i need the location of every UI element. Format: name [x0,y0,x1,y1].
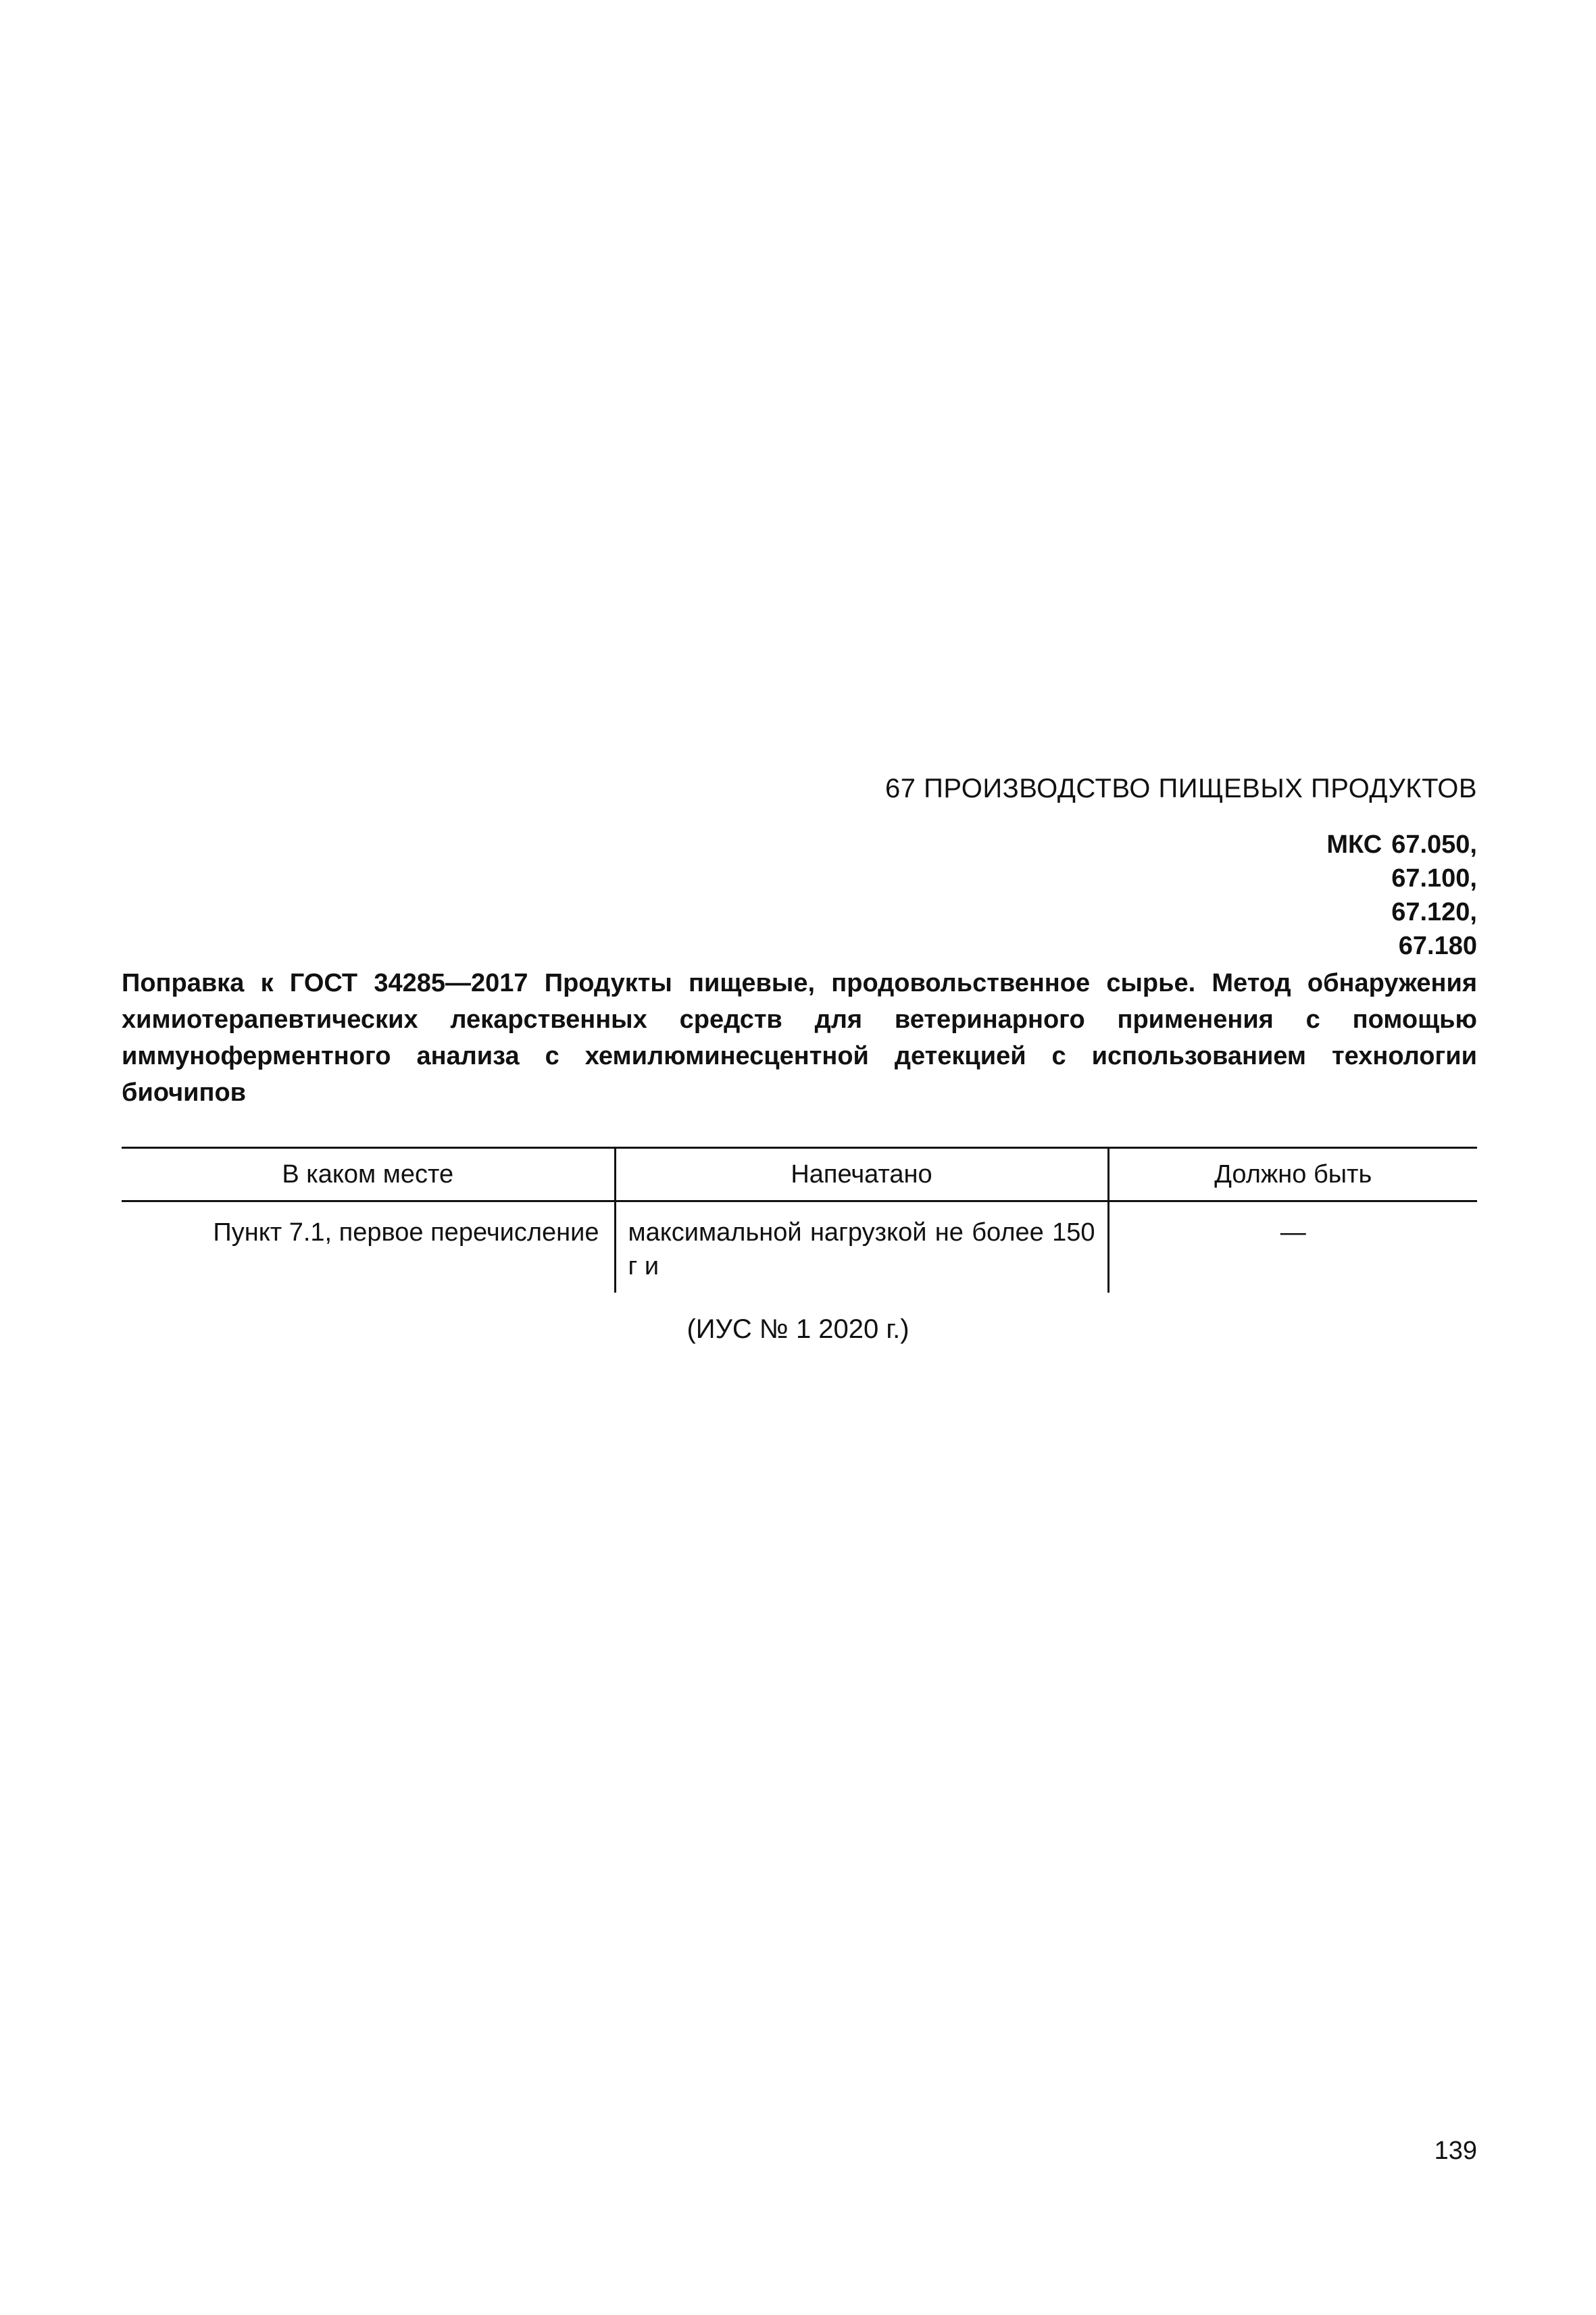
table-row [122,1201,1477,1293]
section-heading: 67 ПРОИЗВОДСТВО ПИЩЕВЫХ ПРОДУКТОВ [885,774,1477,803]
header-should-be: Должно быть [1108,1148,1477,1201]
mks-code: 67.120, [1391,898,1477,926]
mks-code: 67.180 [1398,932,1477,960]
cell-should-be: — [1108,1201,1477,1293]
table-header-row [122,1148,1477,1201]
mks-code: 67.050, [1391,830,1477,859]
page-number: 139 [1434,2137,1477,2165]
cell-place: Пункт 7.1, первое перечисление [213,1218,599,1247]
header-printed: Напечатано [615,1148,1108,1201]
header-place: В каком месте [122,1148,615,1201]
correction-table [122,1147,1477,1293]
ius-note: (ИУС № 1 2020 г.) [687,1314,909,1344]
mks-row [1326,828,1477,862]
cell-printed: максимальной нагрузкой не более 150 г и [615,1201,1108,1293]
amendment-title: Поправка к ГОСТ 34285—2017 Продукты пищевые, продовольственное сырье. Метод обнаружения химиотерапевтических лекарственных средств для ветеринарного применения с помощью иммуноферментного анализа с хемилюминесцентной детекцией с использованием технологии биочипов [122,969,1477,1107]
mks-code: 67.100, [1391,864,1477,893]
mks-label: МКС [1326,830,1382,859]
mks-classification [1326,828,1477,963]
